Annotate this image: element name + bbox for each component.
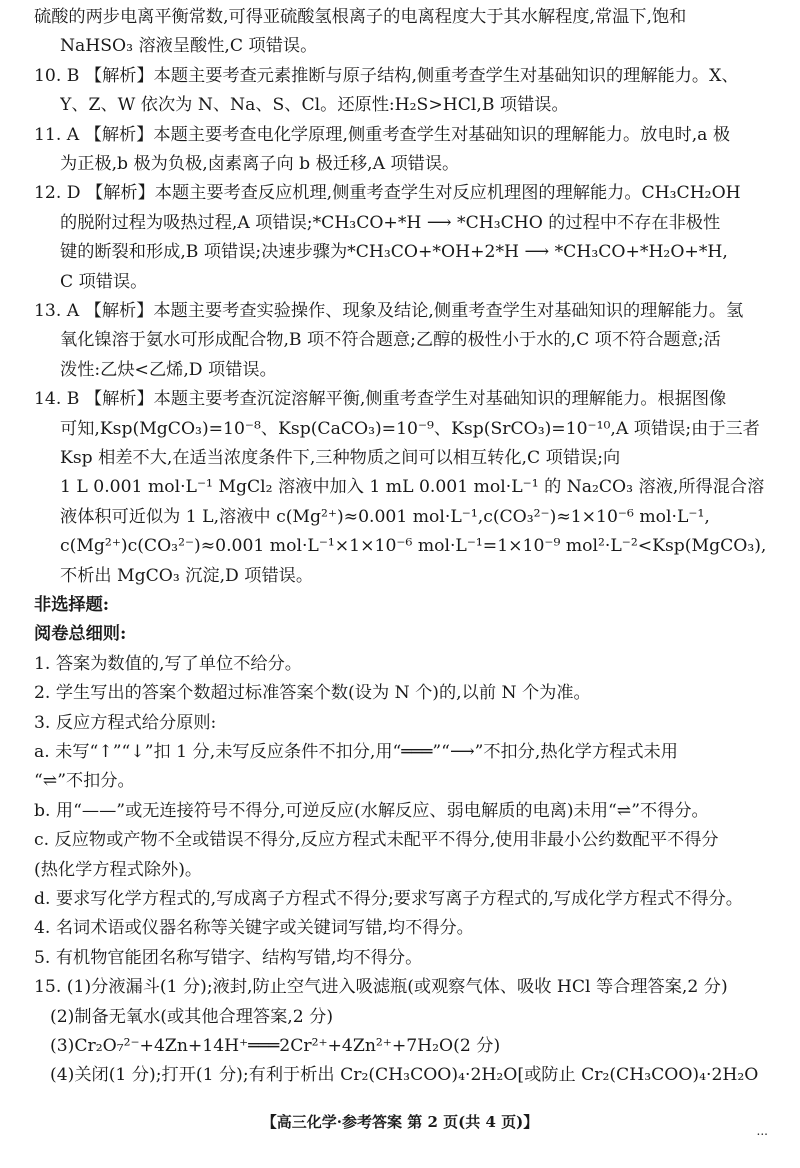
text-line: a. 未写“↑”“↓”扣 1 分,未写反应条件不扣分,用“═══”“⟶”不扣分,热化学方程式未用 (34, 742, 678, 762)
text-line: 可知,Ksp(MgCO₃)=10⁻⁸、Ksp(CaCO₃)=10⁻⁹、Ksp(SrCO₃)=10⁻¹⁰,A 项错误;由于三者 (60, 418, 760, 439)
corner-mark: ... (756, 1124, 768, 1138)
text-line: C 项错误。 (60, 271, 148, 292)
text-line: Ksp 相差不大,在适当浓度条件下,三种物质之间可以相互转化,C 项错误;向 (60, 448, 621, 468)
text-line: NaHSO₃ 溶液呈酸性,C 项错误。 (60, 36, 318, 57)
text-line: 硫酸的两步电离平衡常数,可得亚硫酸氢根离子的电离程度大于其水解程度,常温下,饱和 (34, 7, 687, 27)
text-line: 阅卷总细则: (34, 624, 127, 645)
text-line: 15. (1)分液漏斗(1 分);液封,防止空气进入吸滤瓶(或观察气体、吸收 HCl 等合理答案,2 分) (34, 977, 728, 998)
text-line: “⇌”不扣分。 (34, 771, 135, 792)
text-line: b. 用“——”或无连接符号不得分,可逆反应(水解反应、弱电解质的电离)未用“⇌”不得分。 (34, 800, 709, 821)
text-line: 的脱附过程为吸热过程,A 项错误;*CH₃CO+*H ⟶ *CH₃CHO 的过程中不存在非极性 (60, 212, 721, 233)
text-line: 5. 有机物官能团名称写错字、结构写错,均不得分。 (34, 947, 423, 968)
text-line: c(Mg²⁺)c(CO₃²⁻)≈0.001 mol·L⁻¹×1×10⁻⁶ mol·L⁻¹=1×10⁻⁹ mol²·L⁻²<Ksp(MgCO₃), (60, 536, 767, 557)
text-line: 非选择题: (34, 595, 110, 615)
text-line: 液体积可近似为 1 L,溶液中 c(Mg²⁺)≈0.001 mol·L⁻¹,c(CO₃²⁻)≈1×10⁻⁶ mol·L⁻¹, (60, 506, 710, 527)
text-line: (3)Cr₂O₇²⁻+4Zn+14H⁺═══2Cr²⁺+4Zn²⁺+7H₂O(2 分) (50, 1036, 501, 1056)
text-line: 2. 学生写出的答案个数超过标准答案个数(设为 N 个)的,以前 N 个为准。 (34, 683, 591, 704)
text-line: (4)关闭(1 分);打开(1 分);有利于析出 Cr₂(CH₃COO)₄·2H₂O[或防止 Cr₂(CH₃COO)₄·2H₂O (50, 1065, 759, 1086)
text-line: 13. A 【解析】本题主要考查实验操作、现象及结论,侧重考查学生对基础知识的理解能力。氢 (34, 301, 744, 321)
text-line: 4. 名词术语或仪器名称等关键字或关键词写错,均不得分。 (34, 918, 474, 939)
text-line: (2)制备无氧水(或其他合理答案,2 分) (50, 1006, 334, 1027)
text-line: c. 反应物或产物不全或错误不得分,反应方程式未配平不得分,使用非最小公约数配平不得分 (34, 830, 719, 851)
text-line: 氧化镍溶于氨水可形成配合物,B 项不符合题意;乙醇的极性小于水的,C 项不符合题意;活 (60, 330, 721, 351)
page-footer: 【高三化学·参考答案 第 2 页(共 4 页)】 (261, 1113, 539, 1131)
text-line: 10. B 【解析】本题主要考查元素推断与原子结构,侧重考查学生对基础知识的理解能力。X、 (34, 65, 739, 86)
text-line: 12. D 【解析】本题主要考查反应机理,侧重考查学生对反应机理图的理解能力。CH₃CH₂OH (34, 183, 741, 204)
text-line: 泼性:乙炔<乙烯,D 项错误。 (60, 359, 277, 380)
text-line: 为正极,b 极为负极,卤素离子向 b 极迁移,A 项错误。 (60, 154, 460, 174)
text-line: 不析出 MgCO₃ 沉淀,D 项错误。 (60, 565, 314, 586)
text-line: (热化学方程式除外)。 (34, 859, 203, 880)
text-line: 键的断裂和形成,B 项错误;决速步骤为*CH₃CO+*OH+2*H ⟶ *CH₃CO+*H₂O+*H, (60, 242, 728, 263)
text-line: 1. 答案为数值的,写了单位不给分。 (34, 653, 302, 674)
text-line: d. 要求写化学方程式的,写成离子方程式不得分;要求写离子方程式的,写成化学方程式不得分。 (34, 889, 743, 909)
text-line: Y、Z、W 依次为 N、Na、S、Cl。还原性:H₂S>HCl,B 项错误。 (60, 95, 569, 116)
text-line: 11. A 【解析】本题主要考查电化学原理,侧重考查学生对基础知识的理解能力。放电时,a 极 (34, 124, 731, 145)
text-line: 14. B 【解析】本题主要考查沉淀溶解平衡,侧重考查学生对基础知识的理解能力。根据图像 (34, 389, 727, 410)
text-line: 3. 反应方程式给分原则: (34, 712, 217, 733)
text-line: 1 L 0.001 mol·L⁻¹ MgCl₂ 溶液中加入 1 mL 0.001 mol·L⁻¹ 的 Na₂CO₃ 溶液,所得混合溶 (60, 477, 765, 498)
